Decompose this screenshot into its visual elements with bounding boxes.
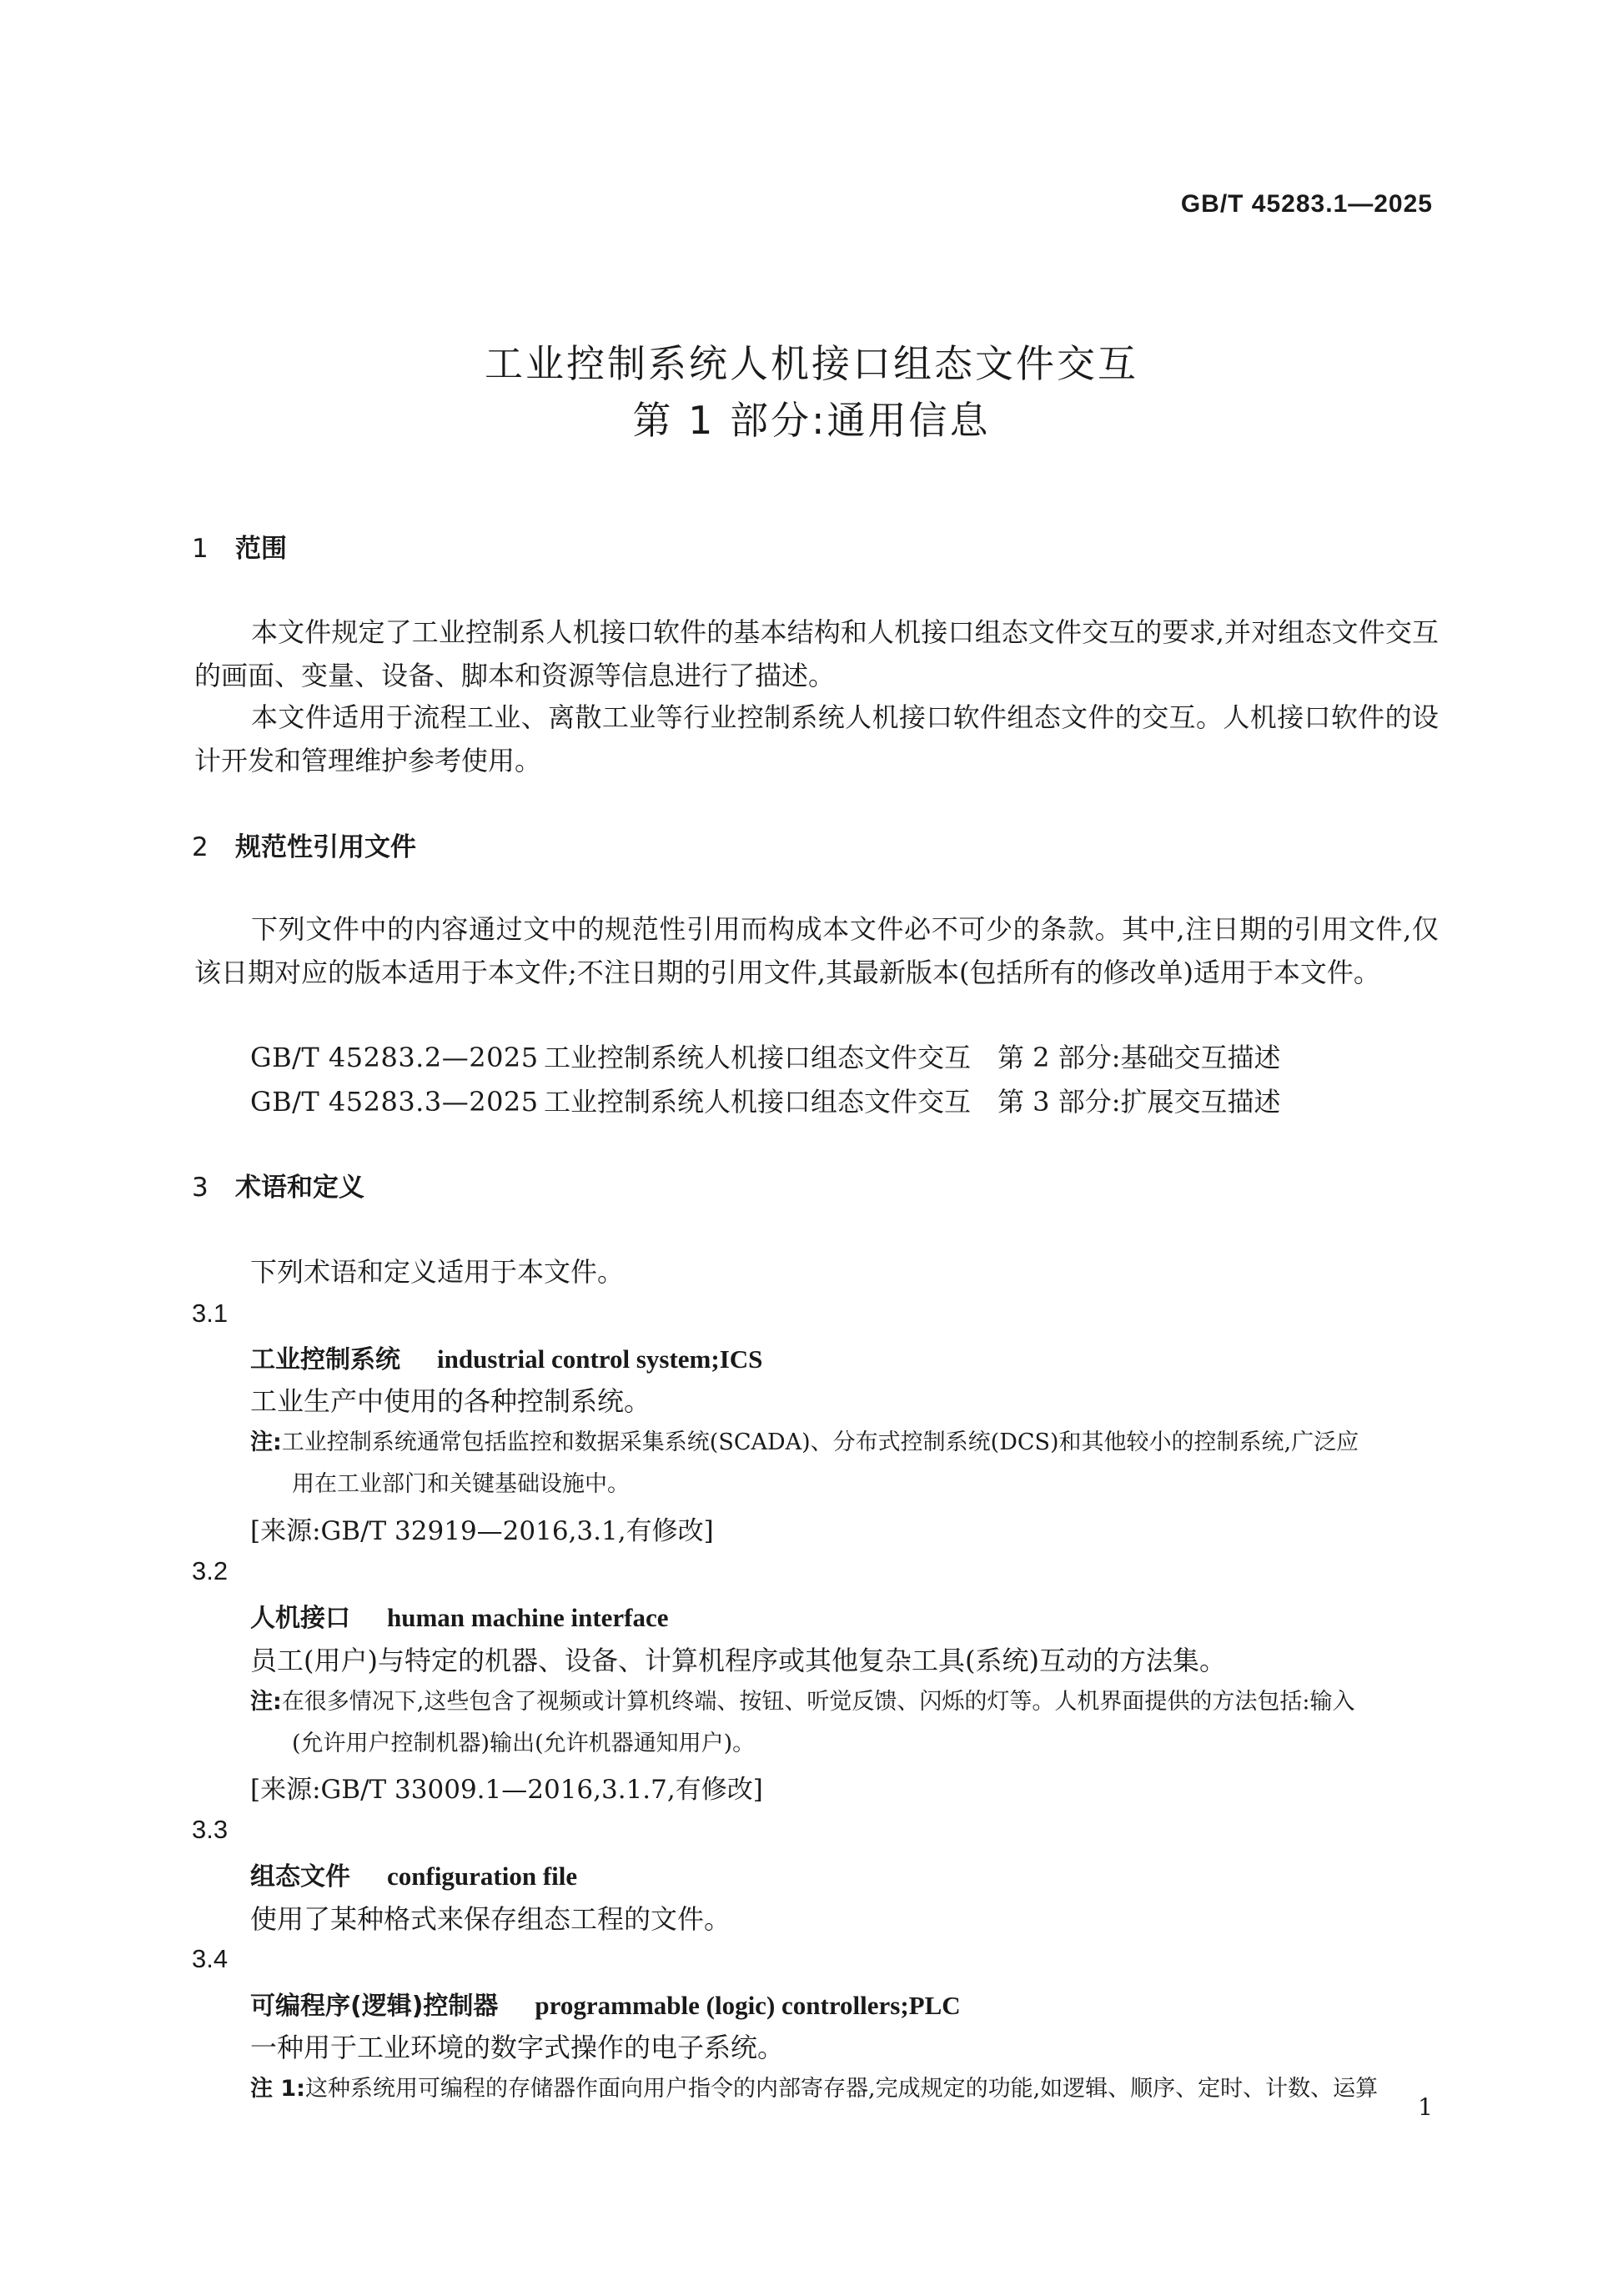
section-title: 范围 [235,534,287,564]
page-number: 1 [1418,2093,1433,2121]
term-number: 3.4 [192,1944,229,1973]
note-label: 注: [250,1429,282,1455]
term-source: [来源:GB/T 32919—2016,3.1,有修改] [250,1516,714,1546]
section-number: 1 [192,534,209,564]
term-note [250,1681,1439,1765]
normative-references-intro: 下列文件中的内容通过文中的规范性引用而构成本文件必不可少的条款。其中,注日期的引用文件,仅该日期对应的版本适用于本文件;不注日期的引用文件,其最新版本(包括所有的修改单)适用于本文件。 [194,913,1439,988]
note-text: 在很多情况下,这些包含了视频或计算机终端、按钮、听觉反馈、闪烁的灯等。人机界面提供的方法包括:输入 [281,1689,1355,1715]
note-label: 注: [250,1689,282,1715]
section-number: 2 [192,832,209,862]
term-chinese: 组态文件 [250,1862,350,1892]
document-title-line2: 第 1 部分:通用信息 [632,398,991,443]
reference-code: GB/T 45283.2—2025 [250,1042,539,1073]
standard-number: GB/T 45283.1—2025 [1180,190,1433,218]
term-english: human machine interface [387,1603,669,1632]
term-chinese: 可编程序(逻辑)控制器 [250,1992,499,2021]
document-title-line1: 工业控制系统人机接口组态文件交互 [485,341,1138,386]
reference-item [250,1081,1281,1119]
term-entry [250,1597,669,1634]
section-heading-scope [192,527,287,565]
term-note [250,2068,1439,2110]
note-text: 这种系统用可编程的存储器作面向用户指令的内部寄存器,完成规定的功能,如逻辑、顺序、定时、计数、运算 [304,2076,1379,2102]
term-definition: 员工(用户)与特定的机器、设备、计算机程序或其他复杂工具(系统)互动的方法集。 [250,1645,1226,1676]
term-entry [250,1985,961,2022]
term-definition: 一种用于工业环境的数字式操作的电子系统。 [250,2032,785,2063]
scope-paragraph-1: 本文件规定了工业控制系人机接口软件的基本结构和人机接口组态文件交互的要求,并对组态文件交互的画面、变量、设备、脚本和资源等信息进行了描述。 [194,616,1439,691]
reference-item [250,1037,1281,1075]
term-number: 3.2 [192,1556,229,1585]
note-label: 注 1: [250,2076,305,2102]
scope-paragraph-2: 本文件适用于流程工业、离散工业等行业控制系统人机接口软件组态文件的交互。人机接口软件的设计开发和管理维护参考使用。 [194,701,1439,776]
section-number: 3 [192,1173,209,1203]
term-english: configuration file [387,1861,578,1891]
reference-title: 工业控制系统人机接口组态文件交互 第 2 部分:基础交互描述 [544,1042,1281,1073]
term-entry [250,1856,577,1892]
section-heading-terms [192,1166,364,1203]
section-title: 术语和定义 [235,1173,364,1203]
reference-title: 工业控制系统人机接口组态文件交互 第 3 部分:扩展交互描述 [544,1086,1281,1118]
term-definition: 工业生产中使用的各种控制系统。 [250,1385,651,1417]
term-note [250,1422,1439,1505]
term-number: 3.3 [192,1815,229,1844]
term-chinese: 人机接口 [250,1604,350,1633]
note-text-continued: (允许用户控制机器)输出(允许机器通知用户)。 [292,1731,756,1756]
term-entry [250,1339,762,1375]
term-number: 3.1 [192,1299,229,1328]
note-text: 工业控制系统通常包括监控和数据采集系统(SCADA)、分布式控制系统(DCS)和其他较小的控制系统,广泛应 [281,1429,1359,1455]
term-chinese: 工业控制系统 [250,1345,400,1374]
term-english: industrial control system;ICS [437,1344,763,1374]
terms-intro: 下列术语和定义适用于本文件。 [250,1256,625,1288]
term-definition: 使用了某种格式来保存组态工程的文件。 [250,1903,731,1935]
section-title: 规范性引用文件 [235,832,416,862]
section-heading-normative-references [192,826,416,863]
note-text-continued: 用在工业部门和关键基础设施中。 [292,1471,630,1497]
term-english: programmable (logic) controllers;PLC [535,1991,961,2020]
reference-code: GB/T 45283.3—2025 [250,1086,539,1118]
term-source: [来源:GB/T 33009.1—2016,3.1.7,有修改] [250,1775,763,1805]
